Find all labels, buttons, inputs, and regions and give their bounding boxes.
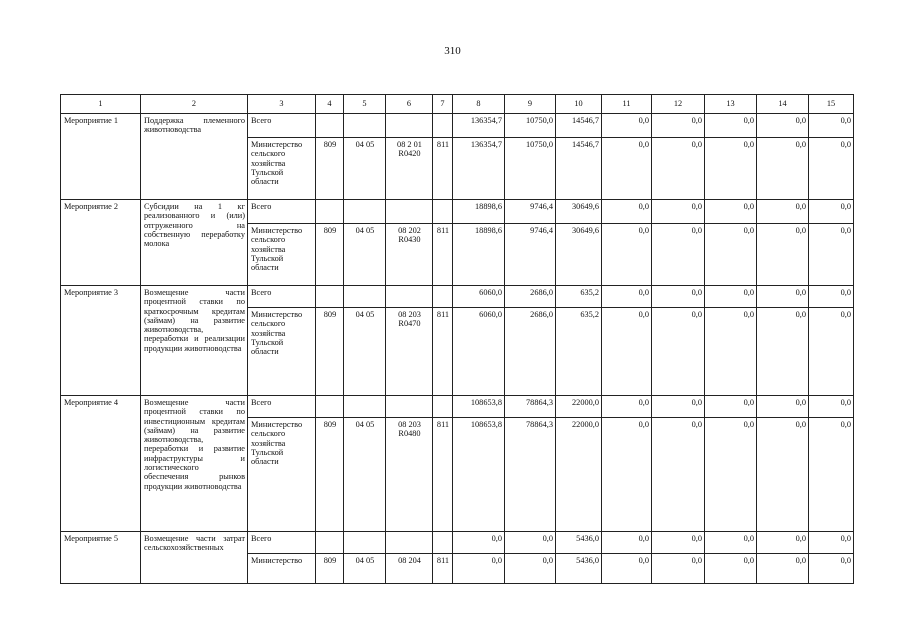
cell-c15: 0,0 [809,308,854,396]
table-row-total [61,286,854,308]
cell-c4: 809 [316,418,344,532]
measure-description: Субсидии на 1 кг реализованного и (или) отгруженного на собственную переработку молока [141,200,248,286]
executor-name: Министерство сельского хозяйства Тульской области [248,418,316,532]
cell-c13: 0,0 [705,554,757,584]
cell-c15: 0,0 [809,532,854,554]
cell-c10: 14546,7 [556,138,602,200]
total-label: Всего [248,200,316,224]
cell-c7: 811 [433,554,453,584]
cell-c14: 0,0 [757,396,809,418]
cell-c6: 08 203 R0470 [386,308,433,396]
column-header: 10 [556,95,602,114]
cell-c15: 0,0 [809,286,854,308]
executor-name: Министерство сельского хозяйства Тульской области [248,308,316,396]
cell-c12: 0,0 [652,138,705,200]
cell-c4 [316,200,344,224]
cell-c4 [316,532,344,554]
cell-c8: 0,0 [453,554,505,584]
cell-c5: 04 05 [344,224,386,286]
cell-c14: 0,0 [757,286,809,308]
measure-description: Возмещение части затрат сельскохозяйственных [141,532,248,584]
cell-c4: 809 [316,308,344,396]
cell-c9: 2686,0 [505,308,556,396]
cell-c9: 78864,3 [505,418,556,532]
cell-c8: 136354,7 [453,114,505,138]
cell-c10: 30649,6 [556,224,602,286]
cell-c12: 0,0 [652,554,705,584]
measure-description: Возмещение части процентной ставки по краткосрочным кредитам (займам) на развитие животноводства, переработки и реализации продукции животноводства [141,286,248,396]
header-row [61,95,854,114]
measure-name: Мероприятие 4 [61,396,141,532]
cell-c5: 04 05 [344,554,386,584]
measure-name: Мероприятие 2 [61,200,141,286]
cell-c6 [386,114,433,138]
table-row-total [61,114,854,138]
total-label: Всего [248,286,316,308]
cell-c4 [316,286,344,308]
cell-c12: 0,0 [652,418,705,532]
cell-c6: 08 202 R0430 [386,224,433,286]
cell-c11: 0,0 [602,224,652,286]
cell-c9: 2686,0 [505,286,556,308]
cell-c9: 0,0 [505,532,556,554]
cell-c6: 08 203 R0480 [386,418,433,532]
cell-c15: 0,0 [809,138,854,200]
column-header: 9 [505,95,556,114]
cell-c10: 5436,0 [556,554,602,584]
cell-c7: 811 [433,418,453,532]
cell-c15: 0,0 [809,554,854,584]
cell-c15: 0,0 [809,396,854,418]
cell-c7 [433,286,453,308]
cell-c6 [386,396,433,418]
column-header: 14 [757,95,809,114]
cell-c5: 04 05 [344,418,386,532]
cell-c7: 811 [433,308,453,396]
cell-c11: 0,0 [602,138,652,200]
executor-name: Министерство [248,554,316,584]
cell-c5: 04 05 [344,138,386,200]
column-header: 5 [344,95,386,114]
cell-c13: 0,0 [705,224,757,286]
cell-c12: 0,0 [652,114,705,138]
cell-c10: 635,2 [556,308,602,396]
cell-c8: 108653,8 [453,396,505,418]
cell-c10: 22000,0 [556,418,602,532]
cell-c11: 0,0 [602,286,652,308]
cell-c13: 0,0 [705,138,757,200]
cell-c11: 0,0 [602,554,652,584]
cell-c9: 10750,0 [505,138,556,200]
cell-c6 [386,532,433,554]
cell-c14: 0,0 [757,114,809,138]
cell-c7: 811 [433,138,453,200]
measure-name: Мероприятие 1 [61,114,141,200]
total-label: Всего [248,532,316,554]
cell-c13: 0,0 [705,532,757,554]
cell-c5 [344,396,386,418]
column-header: 1 [61,95,141,114]
cell-c12: 0,0 [652,308,705,396]
cell-c9: 78864,3 [505,396,556,418]
cell-c14: 0,0 [757,224,809,286]
cell-c9: 9746,4 [505,200,556,224]
column-header: 2 [141,95,248,114]
cell-c4 [316,396,344,418]
cell-c8: 6060,0 [453,308,505,396]
cell-c7 [433,200,453,224]
page-number: 310 [444,45,461,57]
column-header: 11 [602,95,652,114]
cell-c5: 04 05 [344,308,386,396]
executor-name: Министерство сельского хозяйства Тульской области [248,138,316,200]
cell-c6 [386,200,433,224]
cell-c5 [344,532,386,554]
cell-c10: 5436,0 [556,532,602,554]
cell-c7 [433,114,453,138]
cell-c6: 08 204 [386,554,433,584]
total-label: Всего [248,114,316,138]
cell-c7: 811 [433,224,453,286]
cell-c10: 635,2 [556,286,602,308]
cell-c12: 0,0 [652,200,705,224]
executor-name: Министерство сельского хозяйства Тульской области [248,224,316,286]
cell-c12: 0,0 [652,286,705,308]
measure-name: Мероприятие 3 [61,286,141,396]
cell-c12: 0,0 [652,532,705,554]
table-row-total [61,532,854,554]
cell-c11: 0,0 [602,308,652,396]
table-row-total [61,200,854,224]
column-header: 3 [248,95,316,114]
cell-c15: 0,0 [809,200,854,224]
column-header: 8 [453,95,505,114]
cell-c9: 9746,4 [505,224,556,286]
cell-c4 [316,114,344,138]
cell-c13: 0,0 [705,308,757,396]
cell-c6 [386,286,433,308]
cell-c8: 108653,8 [453,418,505,532]
column-header: 4 [316,95,344,114]
cell-c14: 0,0 [757,138,809,200]
column-header: 13 [705,95,757,114]
cell-c4: 809 [316,224,344,286]
measure-description: Возмещение части процентной ставки по инвестиционным кредитам (займам) на развитие животноводства, переработки и развитие инфраструктуры и логистического обеспечения рынков продукции животноводства [141,396,248,532]
column-header: 12 [652,95,705,114]
cell-c8: 136354,7 [453,138,505,200]
cell-c6: 08 2 01 R0420 [386,138,433,200]
cell-c12: 0,0 [652,224,705,286]
cell-c14: 0,0 [757,554,809,584]
cell-c10: 22000,0 [556,396,602,418]
cell-c5 [344,286,386,308]
cell-c11: 0,0 [602,200,652,224]
cell-c13: 0,0 [705,396,757,418]
cell-c14: 0,0 [757,200,809,224]
cell-c11: 0,0 [602,396,652,418]
budget-table [60,94,854,584]
cell-c9: 10750,0 [505,114,556,138]
measure-name: Мероприятие 5 [61,532,141,584]
cell-c14: 0,0 [757,418,809,532]
cell-c5 [344,200,386,224]
cell-c8: 18898,6 [453,224,505,286]
cell-c9: 0,0 [505,554,556,584]
cell-c13: 0,0 [705,418,757,532]
cell-c12: 0,0 [652,396,705,418]
cell-c13: 0,0 [705,114,757,138]
measure-description: Поддержка племенного животноводства [141,114,248,200]
cell-c15: 0,0 [809,114,854,138]
cell-c15: 0,0 [809,418,854,532]
cell-c7 [433,396,453,418]
cell-c13: 0,0 [705,286,757,308]
column-header: 7 [433,95,453,114]
column-header: 15 [809,95,854,114]
table-row-total [61,396,854,418]
cell-c5 [344,114,386,138]
cell-c8: 0,0 [453,532,505,554]
cell-c7 [433,532,453,554]
cell-c8: 18898,6 [453,200,505,224]
cell-c10: 14546,7 [556,114,602,138]
cell-c13: 0,0 [705,200,757,224]
cell-c11: 0,0 [602,418,652,532]
total-label: Всего [248,396,316,418]
column-header: 6 [386,95,433,114]
cell-c15: 0,0 [809,224,854,286]
cell-c14: 0,0 [757,308,809,396]
cell-c4: 809 [316,554,344,584]
cell-c8: 6060,0 [453,286,505,308]
cell-c11: 0,0 [602,114,652,138]
cell-c11: 0,0 [602,532,652,554]
cell-c4: 809 [316,138,344,200]
cell-c10: 30649,6 [556,200,602,224]
cell-c14: 0,0 [757,532,809,554]
